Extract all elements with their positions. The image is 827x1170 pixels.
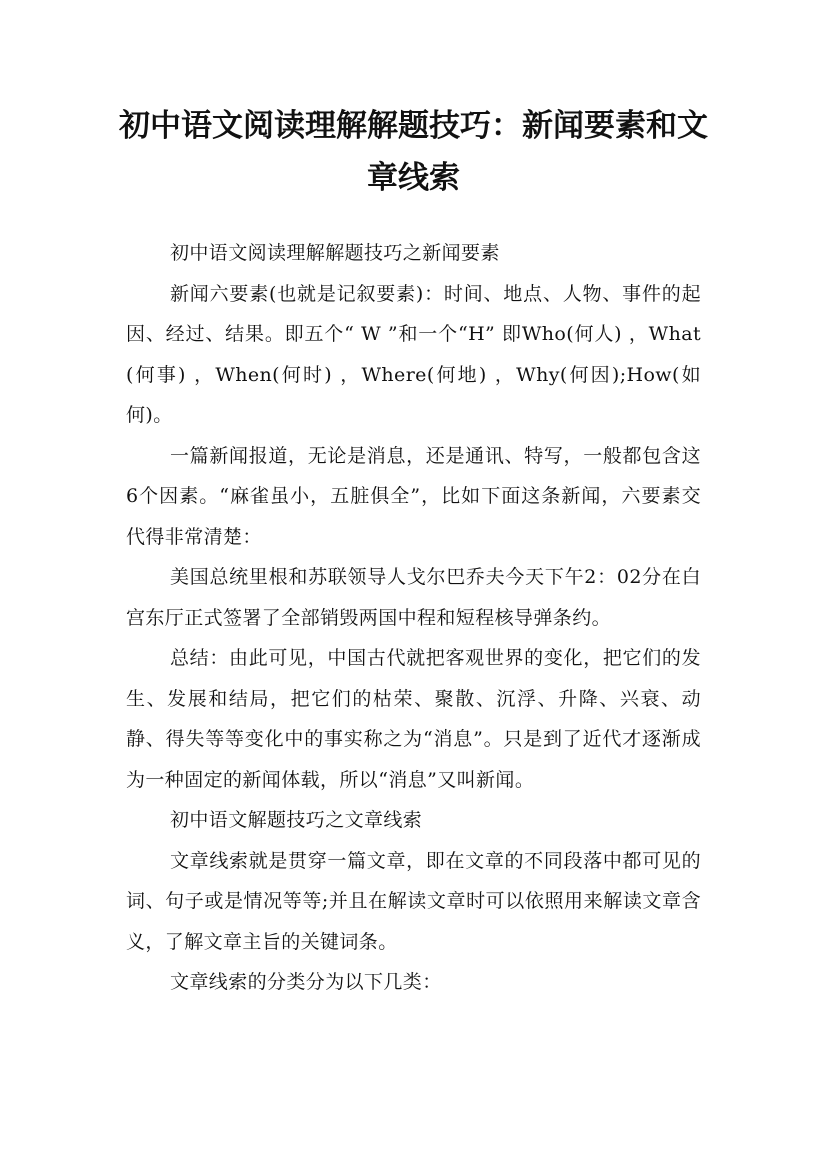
document-title: 初中语文阅读理解解题技巧：新闻要素和文章线索 [119,108,708,196]
paragraph-news-example: 美国总统里根和苏联领导人戈尔巴乔夫今天下午2：02分在白宫东厅正式签署了全部销毁两国中程和短程核导弹条约。 [126,566,701,629]
paragraph-clue-definition: 文章线索就是贯穿一篇文章，即在文章的不同段落中都可见的词、句子或是情况等等;并且在解读文章时可以依照用来解读文章含义，了解文章主旨的关键词条。 [126,849,701,953]
section-heading-article-clues: 初中语文解题技巧之文章线索 [170,809,423,831]
paragraph-summary: 总结：由此可见，中国古代就把客观世界的变化，把它们的发生、发展和结局，把它们的枯荣、聚散、沉浮、升降、兴衰、动静、得失等等变化中的事实称之为“消息”。只是到了近代才逐渐成为一种固定的新闻体载，所以“消息”又叫新闻。 [126,647,701,791]
paragraph-news-report: 一篇新闻报道，无论是消息，还是通讯、特写，一般都包含这6个因素。“麻雀虽小，五脏俱全”，比如下面这条新闻，六要素交代得非常清楚： [126,444,701,548]
document-body [126,233,701,1003]
paragraph-clue-categories: 文章线索的分类分为以下几类： [170,971,442,993]
paragraph-six-elements: 新闻六要素(也就是记叙要素)：时间、地点、人物、事件的起因、经过、结果。即五个“ W ”和一个“H” 即Who(何人) ，What(何事) ，When(何时) ，Where(何地) ，Why(何因);How(如何)。 [126,282,701,426]
section-heading-news-elements: 初中语文阅读理解解题技巧之新闻要素 [170,242,500,264]
